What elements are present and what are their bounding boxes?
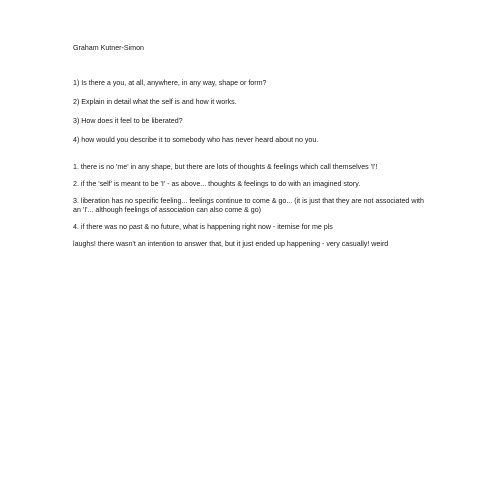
answer-list <box>73 163 431 249</box>
question-list <box>73 79 431 145</box>
answer-1: 1. there is no 'me' in any shape, but there are lots of thoughts & feelings which call themselves 'I'! <box>73 163 378 171</box>
question-2: 2) Explain in detail what the self is and how it works. <box>73 98 237 106</box>
question-1: 1) Is there a you, at all, anywhere, in any way, shape or form? <box>73 79 267 87</box>
answer-3: 3. liberation has no specific feeling... feelings continue to come & go... (it is just that they are not associated with an 'I'... although feelings of association can also come & go) <box>73 197 424 214</box>
answer-2: 2. if the 'self' is meant to be 'I' - as above... thoughts & feelings to do with an imagined story. <box>73 180 361 188</box>
question-4: 4) how would you describe it to somebody who has never heard about no you. <box>73 136 319 144</box>
author-name: Graham Kutner-Simon <box>73 44 144 52</box>
question-3: 3) How does it feel to be liberated? <box>73 117 183 125</box>
answer-4: 4. if there was no past & no future, what is happening right now - itemise for me pls <box>73 223 333 231</box>
document-body <box>73 44 431 257</box>
closing-remark: laughs! there wasn't an intention to answer that, but it just ended up happening - very casually! weird <box>73 240 389 248</box>
